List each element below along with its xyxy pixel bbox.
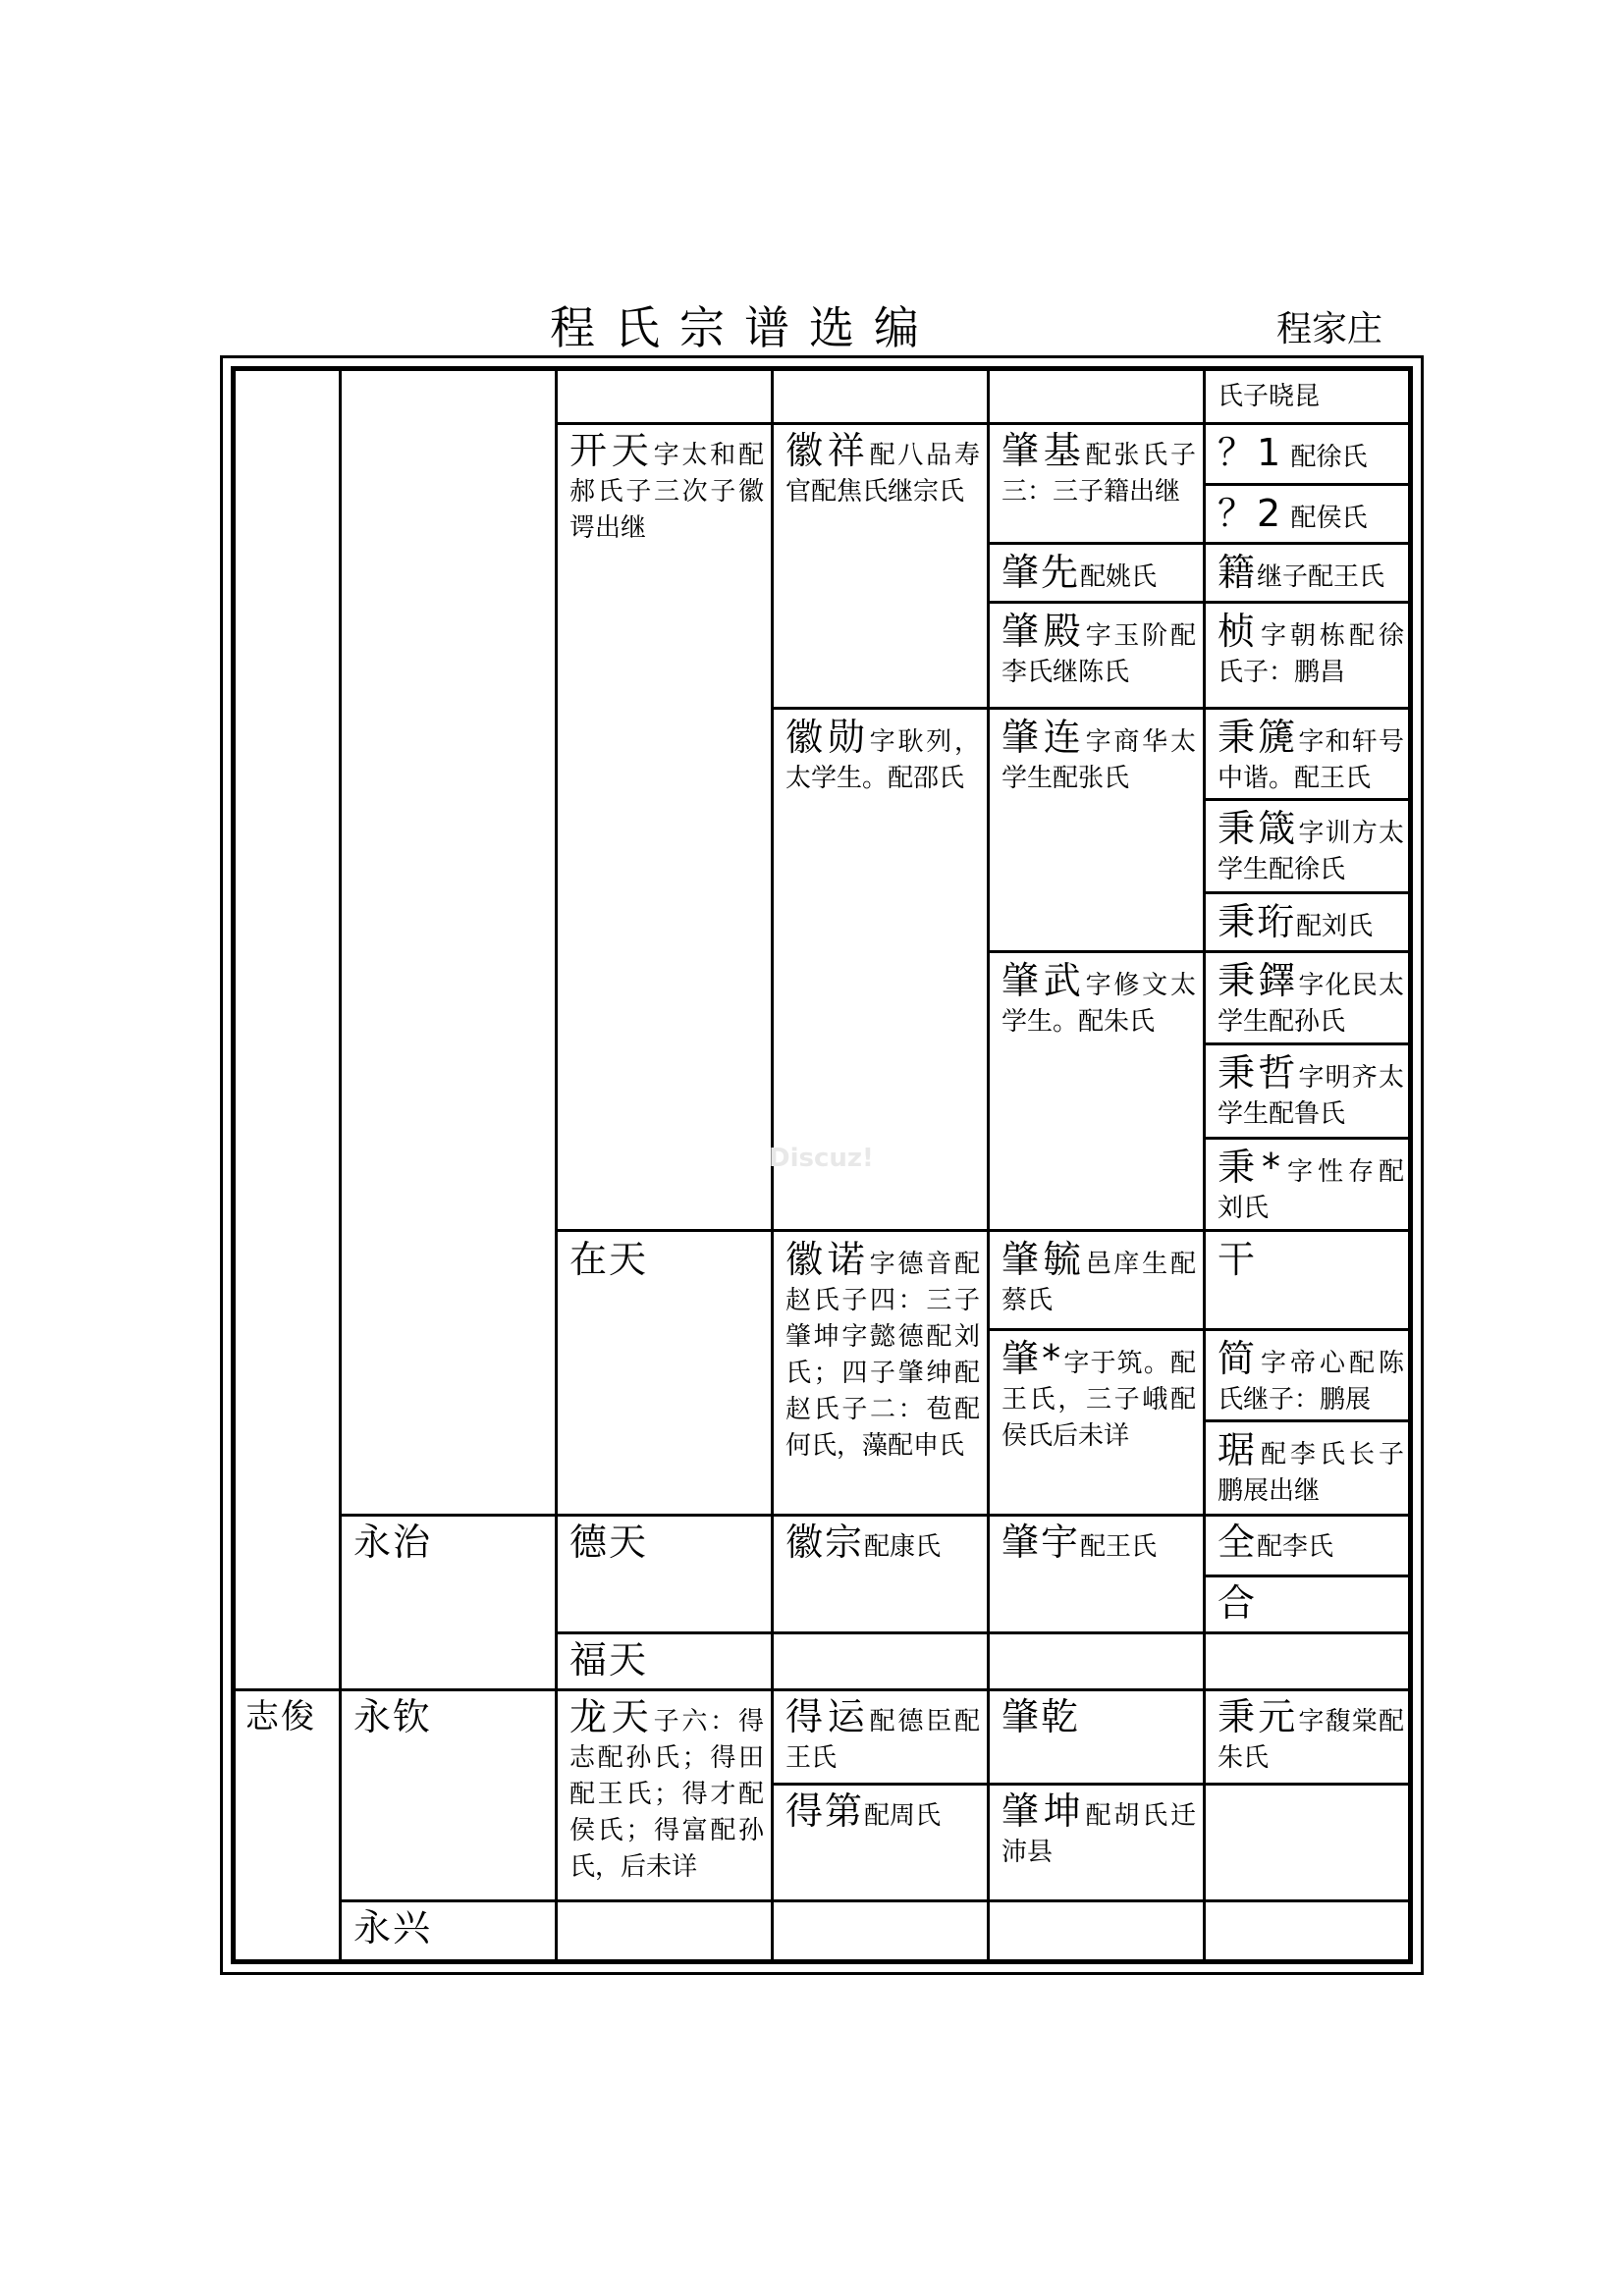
entry-name: 合 (1218, 1581, 1258, 1625)
entry-name: 肇* (1001, 1337, 1063, 1380)
entry-name: 肇连 (1001, 716, 1086, 759)
entry-name: 得第 (785, 1789, 865, 1833)
entry-q1 (1218, 432, 1404, 476)
entry-yongxing (353, 1907, 548, 1951)
row-divider (558, 1631, 1408, 1634)
entry-name: 琚 (1218, 1428, 1261, 1471)
entry-zhen (1218, 611, 1404, 691)
entry-note: 字朝栋配徐氏子：鹏昌 (1218, 621, 1404, 687)
entry-note: 字馥棠配朱氏 (1218, 1707, 1404, 1773)
entry-name: 开天 (569, 429, 654, 472)
entry-note: 字太和配郝氏子三次子徽谔出继 (569, 441, 764, 543)
entry-zhaolian (1001, 717, 1196, 797)
entry-name: 徽祥 (785, 429, 870, 472)
entry-name: 永钦 (353, 1695, 433, 1738)
entry-binghu (1218, 717, 1404, 797)
entry-name: 得运 (785, 1695, 870, 1738)
entry-name: 秉哲 (1218, 1051, 1299, 1095)
entry-huinuo (785, 1239, 980, 1465)
entry-note: 邑庠生配蔡氏 (1001, 1250, 1196, 1315)
row-divider (1206, 1575, 1408, 1577)
entry-name: 肇坤 (1001, 1789, 1086, 1833)
entry-name: 肇基 (1001, 429, 1086, 472)
entry-name: 徽勋 (785, 716, 870, 759)
entry-note: 字训方太学生配徐氏 (1218, 819, 1404, 884)
entry-note: 字和轩号中谐。配王氏 (1218, 727, 1404, 793)
entry-note: 子六：得志配孙氏；得田配王氏；得才配侯氏；得富配孙氏，后未详 (569, 1707, 764, 1882)
row-divider (990, 950, 1408, 953)
page-title: 程氏宗谱选编 (550, 301, 939, 354)
row-divider (558, 422, 1408, 425)
entry-note: 配周氏 (864, 1801, 942, 1831)
entry-note: 字耿列，太学生。配邵氏 (785, 727, 980, 793)
entry-bingx (1218, 1147, 1404, 1227)
entry-note: 配张氏子三：三子籍出继 (1001, 441, 1196, 507)
row-divider (1206, 483, 1408, 486)
entry-he (1218, 1582, 1404, 1627)
entry-zhaoyu2 (1001, 1522, 1196, 1566)
entry-note: 配胡氏迁沛县 (1001, 1801, 1196, 1867)
entry-note: 字修文太学生。配朱氏 (1001, 971, 1196, 1037)
entry-ju (1218, 1429, 1404, 1510)
row-divider (1206, 1137, 1408, 1140)
entry-detian (569, 1522, 764, 1566)
entry-zhaoyu (1001, 1239, 1196, 1319)
entry-note: 字于筑。配王氏，三子峨配侯氏后未详 (1001, 1349, 1196, 1451)
entry-huizong (785, 1522, 980, 1566)
entry-zhaowu (1001, 960, 1196, 1041)
entry-gan (1218, 1239, 1404, 1283)
entry-bingduo (1218, 960, 1404, 1041)
entry-ji (1218, 552, 1404, 596)
entry-name: 肇殿 (1001, 610, 1086, 653)
entry-name: 干 (1218, 1238, 1258, 1281)
entry-futian (569, 1639, 764, 1683)
entry-zhaoji (1001, 430, 1196, 510)
entry-name: 在天 (569, 1238, 649, 1281)
entry-note: 配徐氏 (1290, 443, 1368, 472)
entry-name: 简 (1218, 1337, 1261, 1380)
entry-name: 秉* (1218, 1146, 1282, 1189)
entry-name: 徽宗 (785, 1521, 865, 1564)
entry-dedi (785, 1790, 980, 1835)
entry-name: 肇先 (1001, 551, 1081, 594)
entry-huixun (785, 717, 980, 797)
column-divider (339, 371, 342, 1959)
row-divider (342, 1899, 1408, 1902)
entry-quan (1218, 1522, 1404, 1566)
entry-name: ？1 (1218, 431, 1283, 474)
entry-yongqin (353, 1696, 548, 1740)
row-divider (990, 601, 1408, 604)
entry-bingchu (1218, 808, 1404, 888)
row-divider (1206, 1042, 1408, 1045)
entry-name: 秉篪 (1218, 716, 1299, 759)
entry-note: 字德音配赵氏子四：三子肇坤字懿德配刘氏；四子肇绅配赵氏子二：苞配何氏，藻配申氏 (785, 1250, 980, 1461)
entry-zhaoqian (1001, 1696, 1196, 1740)
place-name: 程家庄 (1276, 309, 1383, 349)
entry-note: 氏子晓昆 (1218, 382, 1321, 411)
entry-name: 籍 (1218, 551, 1258, 594)
entry-name: 肇武 (1001, 959, 1086, 1002)
entry-note: 配侯氏 (1290, 504, 1368, 533)
entry-name: ？2 (1218, 492, 1283, 535)
entry-name: 全 (1218, 1521, 1258, 1564)
entry-binghang (1218, 901, 1404, 945)
entry-note: 配刘氏 (1296, 912, 1374, 941)
entry-note: 配李氏长子鹏展出继 (1218, 1440, 1404, 1506)
row-divider (1206, 891, 1408, 894)
entry-name: 秉元 (1218, 1695, 1299, 1738)
entry-note: 字化民太学生配孙氏 (1218, 971, 1404, 1037)
row-divider (774, 707, 1408, 710)
entry-note: 配姚氏 (1080, 562, 1158, 592)
row-divider (1206, 798, 1408, 801)
entry-longtian (569, 1696, 764, 1886)
entry-yongzhi (353, 1522, 548, 1566)
entry-note: 继子配王氏 (1257, 562, 1385, 592)
entry-note: 配八品寿官配焦氏继宗氏 (785, 441, 980, 507)
entry-note: 配康氏 (864, 1532, 942, 1562)
row-divider (990, 1328, 1408, 1331)
entry-bingzhe (1218, 1052, 1404, 1133)
entry-note: 配王氏 (1080, 1532, 1158, 1562)
watermark: Discuz! (769, 1144, 874, 1173)
entry-name: 肇毓 (1001, 1238, 1086, 1281)
entry-note: 字明齐太学生配鲁氏 (1218, 1063, 1404, 1129)
entry-name: 龙天 (569, 1695, 654, 1738)
entry-note: 字玉阶配李氏继陈氏 (1001, 621, 1196, 687)
entry-name: 秉鐸 (1218, 959, 1299, 1002)
entry-note: 字商华太学生配张氏 (1001, 727, 1196, 793)
entry-name: 秉箴 (1218, 807, 1299, 850)
entry-name: 徽诺 (785, 1238, 870, 1281)
entry-name: 德天 (569, 1521, 649, 1564)
entry-name: 桢 (1218, 610, 1261, 653)
row-divider (774, 1783, 1408, 1786)
entry-kaitian (569, 430, 764, 547)
entry-xiaokun (1218, 379, 1404, 415)
column-divider (987, 371, 990, 1959)
row-divider (990, 542, 1408, 545)
entry-zhaodian (1001, 611, 1196, 691)
entry-zaitian (569, 1239, 764, 1283)
entry-note: 配德臣配王氏 (785, 1707, 980, 1773)
entry-name: 永治 (353, 1521, 433, 1564)
entry-zhaox (1001, 1338, 1196, 1455)
column-divider (555, 371, 558, 1959)
entry-note: 配李氏 (1257, 1532, 1334, 1562)
row-divider (1206, 1419, 1408, 1422)
entry-name: 福天 (569, 1638, 649, 1682)
entry-name: 永兴 (353, 1906, 433, 1949)
entry-bingyuan (1218, 1696, 1404, 1777)
entry-jian (1218, 1338, 1404, 1418)
entry-zhijun (245, 1696, 334, 1738)
entry-zhaokun (1001, 1790, 1196, 1871)
column-divider (1203, 371, 1206, 1959)
entry-name: 肇乾 (1001, 1695, 1081, 1738)
entry-zhaoxian (1001, 552, 1196, 596)
entry-huixiang (785, 430, 980, 510)
row-divider (342, 1514, 1408, 1517)
entry-note: 字性存配刘氏 (1218, 1157, 1404, 1223)
entry-q2 (1218, 493, 1404, 537)
entry-name: 志俊 (245, 1697, 316, 1736)
entry-name: 肇宇 (1001, 1521, 1081, 1564)
row-divider (558, 1229, 1408, 1232)
row-divider (236, 1688, 1408, 1691)
entry-name: 秉珩 (1218, 900, 1297, 943)
entry-deyun (785, 1696, 980, 1777)
entry-note: 字帝心配陈氏继子：鹏展 (1218, 1349, 1404, 1415)
